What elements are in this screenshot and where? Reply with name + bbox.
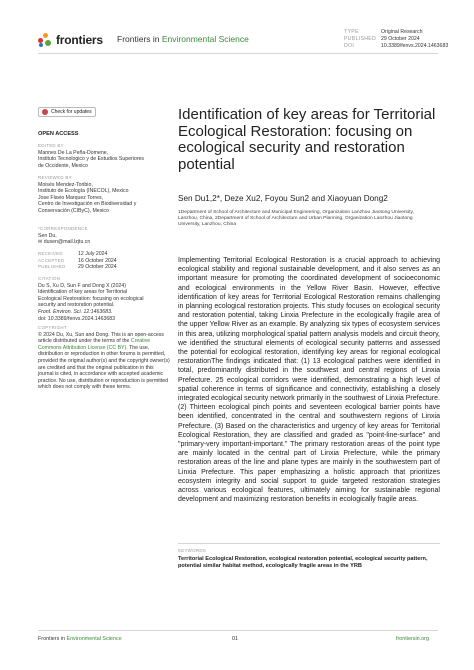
- check-updates-button[interactable]: Check for updates: [38, 107, 96, 117]
- keywords-divider: [178, 543, 440, 544]
- correspondence: *CORRESPONDENCE Sen Du, ✉ dusen@mail.lzjtu.cn: [38, 226, 170, 246]
- dates: RECEIVED 12 July 2024 ACCEPTED 16 October 2024 PUBLISHED 29 October 2024: [38, 251, 117, 271]
- journal-title[interactable]: Frontiers in Environmental Science: [117, 34, 249, 44]
- copyright: COPYRIGHT © 2024 Du, Xu, Sun and Dong. This is an open-access article distributed under the terms of the Creative Commons Attribution License (CC BY). The use, distribution or reproduction in other forums is permitted, provided the original author(s) and the copyright owner(s) are credited and that the original publication in this journal is cited, in accordance with accepted academic practice. No use, distribution or reproduction is permitted which does not comply with these terms.: [38, 325, 170, 391]
- frontiers-logo-icon: [38, 33, 52, 47]
- footer-divider: [38, 630, 438, 631]
- cc-by-license-link[interactable]: Creative Commons Attribution License (CC BY).: [38, 338, 151, 351]
- check-updates-icon: [42, 109, 48, 115]
- frontiersin-link[interactable]: frontiersin.org: [396, 636, 429, 642]
- abstract: Implementing Territorial Ecological Restoration is a crucial approach to achieving ecological stability and regional sustainable development, and it also serves as an important measure for promoting the coordinated development of socioeconomic and ecological environments in the Yellow River Basin. However, effective identification of key areas for Territorial Ecological Restoration remains challenging in planning ecological restoration projects. This study focuses on ecological security and restoration potential, taking Linxia Prefecture in the ecologically fragile area of the upper Yellow River as an example. By analyzing six types of ecosystem services in this area, utilizing morphological spatial pattern analysis models and circuit theory, we identified the structural elements of ecological security patterns and assessed the potential for ecological restoration, identifying key areas for regional ecological restorationThe findings indicated that: (1) 13 ecological patches were identified in total, predominantly distributed in the southwest and central regions of Linxia Prefecture. 25 ecological corridors were identified, demonstrating a high level of spatial coherence in terms of significance and connectivity, establishing a closely integrated ecological security network primarily in the southwest of Linxia Prefecture. (2) Thirteen ecological pinch points and seventeen ecological barrier points have been identified, concentrated in the central and southwestern regions of Linxia Prefecture. (3) Based on the characteristics and urgency of key areas for Territorial Ecological Restoration, they are classified and graded as "point-line-surface" and "primary-very important-important." The primary restoration areas of the point type are mainly located in the central part of Linxia Prefecture, while the primary restoration areas of the line and plane types are mainly in the southwestern part of Linxia Prefecture. This paper emphasizing a holistic approach that prioritizes ecosystem integrity and social support to guide targeted restoration strategies across various ecological features, ultimately aiming for sustainable regional development and maximizing restoration benefits in ecologically fragile areas.: [178, 257, 440, 504]
- article-title: Identification of key areas for Territorial Ecological Restoration: focusing on ecological security and restoration potential: [178, 106, 436, 173]
- article-meta: TYPE Original Research PUBLISHED 29 October 2024 DOI 10.3389/fenvs.2024.1463683: [344, 29, 449, 49]
- edited-by: EDITED BY Mannes De La Peña-Domene, Instituto Tecnologico y de Estudios Superiores de Occidente, Mexico: [38, 143, 145, 169]
- reviewed-by: REVIEWED BY Moisés Mendez-Toribio, Instituto de Ecología (INECOL), Mexico Jose Flavio Marquez Torres, Centro de Investigación en Biodiversidad y Conservación (CIByC), Mexico: [38, 175, 137, 214]
- keywords-label: KEYWORDS: [178, 548, 207, 553]
- doi-link[interactable]: 10.3389/fenvs.2024.1463683: [381, 43, 449, 49]
- keywords: Territorial Ecological Restoration, ecological restoration potential, ecological security pattern, potential similar habitat method, ecologically fragile areas in the YRB: [178, 556, 428, 570]
- page-number: 01: [232, 636, 238, 642]
- citation: CITATION Du S, Xu D, Sun F and Dong X (2024) Identification of key areas for Territorial Ecological Restoration: focusing on ecological security and restoration potential. Front. Environ. Sci. 12:1463683. doi: 10.3389/fenvs.2024.1463683: [38, 276, 144, 322]
- header-divider: [38, 53, 438, 54]
- published-date: 29 October 2024: [381, 36, 420, 42]
- author-list: Sen Du1,2*, Deze Xu2, Foyou Sun2 and Xiaoyuan Dong2: [178, 194, 388, 203]
- article-type: Original Research: [381, 29, 423, 35]
- correspondence-email[interactable]: ✉ dusen@mail.lzjtu.cn: [38, 239, 91, 246]
- frontiers-logo[interactable]: [38, 33, 103, 47]
- footer-journal: Frontiers in Environmental Science: [38, 636, 122, 642]
- brand-name: frontiers: [56, 33, 103, 47]
- open-access-heading: OPEN ACCESS: [38, 131, 79, 137]
- affiliations: 1Department of School of Architecture and Municipal Engineering, Organization Lanzhou Jiaotong University, Lanzhou, China, 2Department of School of Architecture and Urban Planning, Organization Lanzhou Jiaotong University, Lanzhou, China: [178, 210, 414, 228]
